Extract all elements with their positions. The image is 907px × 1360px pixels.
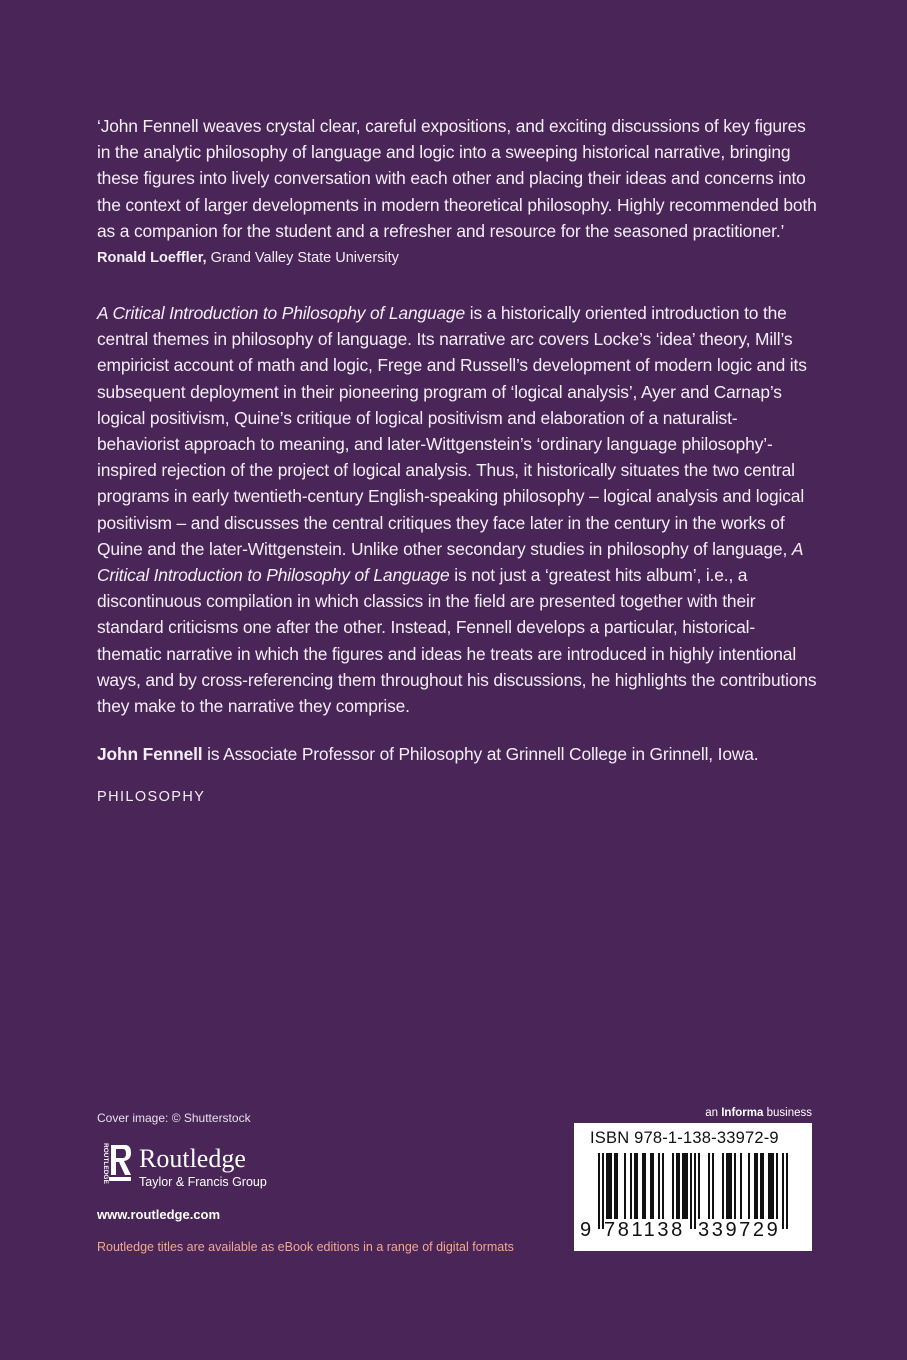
routledge-logo-icon — [97, 1141, 133, 1193]
barcode-bar — [672, 1153, 674, 1219]
publisher-website[interactable]: www.routledge.com — [97, 1207, 221, 1222]
barcode-bar — [602, 1153, 604, 1229]
barcode-bar — [690, 1153, 692, 1229]
barcode-bar — [786, 1153, 788, 1229]
author-bio — [97, 741, 817, 767]
barcode-bar — [624, 1153, 626, 1219]
barcode-bar — [760, 1153, 762, 1219]
quote-attribution — [97, 248, 817, 268]
barcode-bar — [754, 1153, 756, 1219]
barcode-bar — [616, 1153, 618, 1219]
barcode-bar — [610, 1153, 612, 1219]
quote-author: Ronald Loeffler, — [97, 250, 207, 267]
description-paragraph — [97, 300, 817, 719]
barcode-bar — [608, 1153, 610, 1219]
barcode-bar — [684, 1153, 686, 1219]
description-part-1: is a historically oriented introduction to the central themes in philosophy of language. Its narrative arc covers Locke’s ‘idea’ theory, Mill’s empiricist account of math and logic, Frege and Russell’s development of modern logic and its subsequent deployment in their pioneering program of ‘logical analysis’, Ayer and Carnap’s logical positivism, Quine’s critique of logical positivism and elaboration of a naturalist-behaviorist approach to meaning, and later-Wittgenstein’s ‘ordinary language philosophy’-inspired rejection of the project of logical analysis. Thus, it historically situates the two central programs in early twentieth-century English-speaking philosophy – logical analysis and logical positivism – and discusses the central critiques they face later in the century in the works of Quine and the later-Wittgenstein. Unlike other secondary studies in philosophy of language, — [97, 303, 807, 559]
barcode-bar — [676, 1153, 678, 1219]
routledge-logo — [97, 1141, 557, 1193]
publisher-name: Routledge — [139, 1144, 246, 1173]
ebook-note: Routledge titles are available as eBook editions in a range of digital formats — [97, 1240, 514, 1254]
barcode-bar — [644, 1153, 646, 1219]
barcode-bar — [756, 1153, 758, 1219]
description-part-2: is not just a ‘greatest hits album’, i.e., a discontinuous compilation in which classics in the field are presented together with their standard criticisms one after the other. Instead, Fennell develops a particular, historical-thematic narrative in which the figures and ideas he treats are introduced in highly intentional ways, and by cross-referencing them throughout his discussions, he highlights the contributions they make to the narrative they comprise. — [97, 565, 817, 717]
informa-prefix: an — [705, 1107, 722, 1119]
barcode-bar — [634, 1153, 636, 1219]
author-bio-text: is Associate Professor of Philosophy at Grinnell College in Grinnell, Iowa. — [202, 744, 759, 765]
quote-affiliation: Grand Valley State University — [206, 250, 399, 267]
barcode-bar — [662, 1153, 664, 1219]
barcode-bar — [606, 1153, 608, 1219]
barcode-bar — [768, 1153, 770, 1219]
publisher-footer — [97, 1111, 557, 1254]
barcode-bar — [686, 1153, 688, 1219]
barcode-bar — [782, 1153, 784, 1229]
barcode-bar — [708, 1153, 710, 1219]
barcode-bar — [776, 1153, 778, 1219]
barcode-digits-left: 781138 — [604, 1219, 685, 1241]
barcode-bar — [650, 1153, 652, 1219]
barcode-bar — [652, 1153, 654, 1219]
barcode-bar — [598, 1153, 600, 1229]
barcode-bar — [642, 1153, 644, 1219]
barcode-bar — [734, 1153, 736, 1219]
barcode-bar — [772, 1153, 774, 1219]
quote-text: ‘John Fennell weaves crystal clear, careful expositions, and exciting discussions of key figures in the analytic philosophy of language and logic into a sweeping historical narrative, bringing these figures into lively conversation with each other and placing their ideas and concerns into the context of larger developments in modern theoretical philosophy. Highly recommended both as a companion for the student and a refresher and resource for the seasoned practitioner.’ — [97, 116, 817, 241]
informa-business-tag — [680, 1107, 812, 1119]
barcode-bar — [694, 1153, 696, 1229]
barcode-bar — [726, 1153, 728, 1219]
cover-credit: Cover image: © Shutterstock — [97, 1111, 251, 1125]
svg-text:ROUTLEDGE: ROUTLEDGE — [102, 1143, 109, 1184]
book-description — [97, 300, 817, 719]
endorsement-quote — [97, 113, 817, 268]
barcode-bar — [630, 1153, 632, 1219]
barcode-bar — [636, 1153, 638, 1219]
barcode-bar — [762, 1153, 764, 1219]
logo-text — [139, 1145, 267, 1189]
barcode-bar — [740, 1153, 742, 1219]
barcode-bar — [614, 1153, 616, 1219]
barcode-bar — [658, 1153, 660, 1219]
barcode-bar — [728, 1153, 730, 1219]
isbn-label: ISBN 978-1-138-33972-9 — [590, 1129, 779, 1147]
subject-category: PHILOSOPHY — [97, 789, 206, 806]
back-cover-content — [97, 113, 817, 805]
barcode-bar — [712, 1153, 714, 1219]
informa-name: Informa — [721, 1107, 764, 1119]
barcode-bar — [770, 1153, 772, 1219]
barcode-bar — [730, 1153, 732, 1219]
barcode-first-digit: 9 — [580, 1219, 592, 1241]
book-title-italic-2: A Critical Introduction to Philosophy of Language — [97, 538, 803, 586]
barcode-bar — [722, 1153, 724, 1219]
book-title-italic: A Critical Introduction to Philosophy of Language — [97, 303, 466, 324]
barcode-bar — [748, 1153, 750, 1219]
barcode-digits-right: 339729 — [698, 1219, 781, 1241]
author-name: John Fennell — [97, 744, 203, 765]
barcode-bar — [678, 1153, 680, 1219]
informa-suffix: business — [763, 1107, 812, 1119]
isbn-barcode-box — [574, 1123, 812, 1251]
barcode-bar — [682, 1153, 684, 1219]
barcode-bar — [698, 1153, 700, 1219]
publisher-group: Taylor & Francis Group — [139, 1175, 267, 1189]
